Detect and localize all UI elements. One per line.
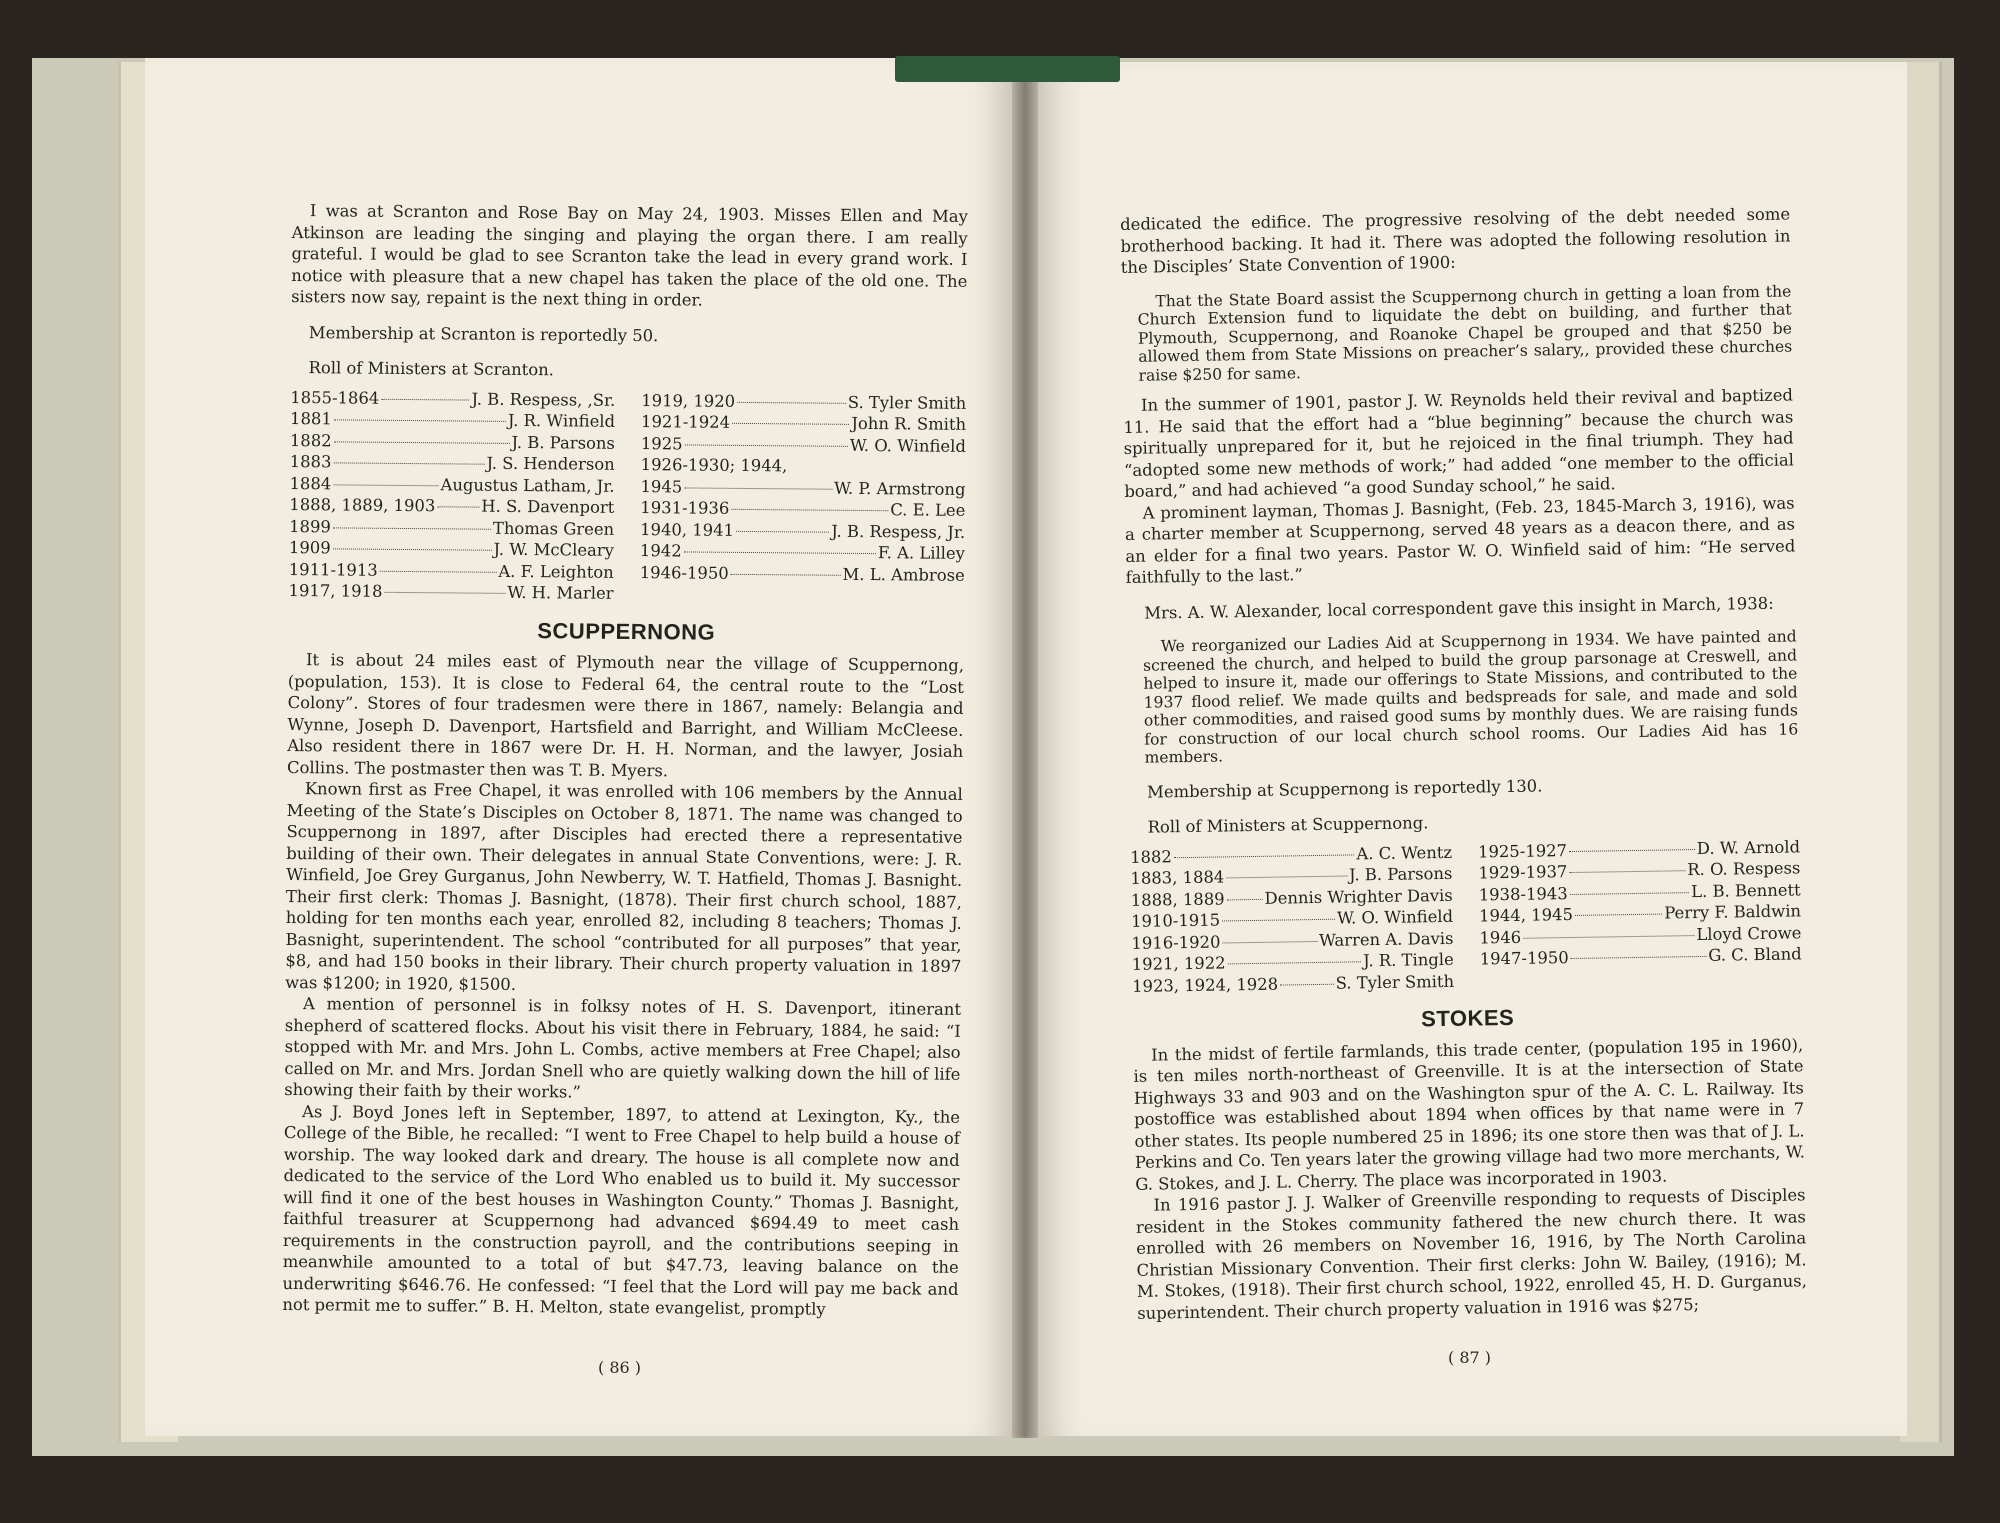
roll-years: 1899 (289, 516, 331, 536)
roll-years: 1855-1864 (290, 387, 380, 408)
roll-minister-name: C. E. Lee (890, 500, 966, 520)
alexander-intro: Mrs. A. W. Alexander, local correspondent gave this insight in March, 1938: (1144, 593, 1774, 623)
roll-minister-name: Augustus Latham, Jr. (440, 474, 615, 496)
roll-minister-name: J. B. Respess, ,Sr. (471, 389, 616, 410)
scuppernong-roll-table (1130, 836, 1802, 997)
roll-years: 1931-1936 (640, 498, 730, 518)
roll-years: 1923, 1924, 1928 (1131, 974, 1279, 996)
scranton-roll-table (288, 386, 966, 607)
roll-minister-name: G. C. Bland (1708, 944, 1802, 965)
roll-minister-name: Warren A. Davis (1318, 928, 1454, 950)
roll-years: 1916-1920 (1131, 932, 1221, 953)
roll-years: 1884 (289, 473, 332, 493)
roll-entry (290, 386, 615, 410)
leader-dots (1569, 849, 1695, 852)
leader-dots (334, 419, 506, 422)
leader-dots (684, 487, 832, 489)
leader-dots (731, 509, 888, 511)
roll-column-right (639, 390, 966, 608)
roll-years: 1882 (1129, 846, 1172, 867)
roll-entry (640, 497, 965, 521)
roll-entry (289, 515, 614, 539)
roll-minister-name: L. B. Bennett (1691, 879, 1801, 901)
roll-entry (289, 537, 614, 561)
scuppernong-roll-title: Roll of Ministers at Scuppernong. (1147, 813, 1429, 837)
roll-entry (641, 454, 966, 478)
roll-years: 1910-1915 (1130, 910, 1221, 931)
body-paragraph: It is about 24 miles east of Plymouth near the village of Scuppernong, (population, 153). It is close to Federal 64, the central route to the “Lost Colony”. Stores of four tradesmen were there in 1867, namely: Belangia and Wynne, Joseph D. Davenport, Hartsfield and Barright, and William McCleese. Also resident there in 1867 were Dr. H. H. Norman, and the lawyer, Josiah Collins. The postmaster then was T. B. Myers. (286, 650, 965, 780)
roll-entry (288, 580, 613, 604)
roll-entry (640, 519, 965, 543)
body-paragraph: In the midst of fertile farmlands, this trade center, (population 195 in 1960), is ten miles north-northeast of Greenville. It is at the intersection of State Highways 33 and 903 and on the Washington spur of the A. C. L. Railway. Its postoffice was established about 1894 when offices by that name were in 7 other states. Its people numbered 25 in 1896; its one store then was that of J. L. Perkins and Co. Ten years later the growing village had two more merchants, W. G. Stokes, and J. L. Cherry. The place was incorporated in 1903. (1133, 1034, 1805, 1194)
right-page-text (1120, 203, 1807, 1323)
leader-dots (1570, 892, 1690, 895)
roll-minister-name: J. B. Parsons (511, 432, 615, 453)
leader-dots (333, 527, 491, 529)
body-paragraph: In 1916 pastor J. J. Walker of Greenville responding to requests of Disciples resident in the Stokes community fathered the new church there. It was enrolled with 26 members on November 16, 1916, by The North Carolina Christian Missionary Convention. Their first clerks: John W. Bailey, (1916); M. M. Stokes, (1918). Their first church school, 1922, enrolled 45, H. D. Gurganus, superintendent. Their church property valuation in 1916 was $275; (1135, 1185, 1807, 1323)
scranton-quote: I was at Scranton and Rose Bay on May 24, 1903. Misses Ellen and May Atkinson are leading the singing and playing the organ there. I am really grateful. I would be glad to see Scranton take the lead in every grand work. I notice with pleasure that a new chapel has taken the place of the old one. The sisters now say, repaint is the next thing in order. (291, 201, 968, 310)
roll-minister-name: J. B. Parsons (1348, 863, 1453, 885)
roll-minister-name: J. S. Henderson (486, 453, 615, 474)
roll-minister-name: Perry F. Baldwin (1664, 901, 1802, 923)
page-number-right: ( 87 ) (1448, 1348, 1492, 1367)
roll-entry (640, 476, 965, 500)
roll-years: 1940, 1941 (640, 519, 735, 540)
roll-minister-name: D. W. Arnold (1696, 836, 1801, 858)
roll-minister-name: J. R. Winfield (507, 410, 616, 431)
leader-dots (380, 570, 497, 572)
roll-years: 1883, 1884 (1130, 867, 1225, 888)
leader-dots (1222, 919, 1335, 922)
roll-minister-name: W. O. Winfield (1336, 906, 1454, 928)
roll-minister-name: W. H. Marler (507, 582, 614, 603)
roll-entry (640, 562, 965, 586)
roll-years: 1888, 1889, 1903 (289, 494, 436, 516)
roll-years: 1909 (288, 537, 331, 558)
left-page-text (282, 200, 968, 1321)
roll-minister-name: Thomas Green (492, 518, 615, 539)
leader-dots (437, 506, 479, 507)
roll-minister-name: W. O. Winfield (849, 435, 966, 456)
roll-column-right (1478, 836, 1802, 992)
roll-years: 1882 (289, 430, 332, 450)
roll-minister-name: A. F. Leighton (498, 561, 614, 582)
leader-dots (333, 484, 438, 486)
roll-years: 1917, 1918 (288, 580, 383, 601)
scranton-roll-title: Roll of Ministers at Scranton. (308, 358, 555, 380)
roll-years: 1919, 1920 (641, 390, 736, 411)
leader-dots (684, 551, 876, 554)
roll-entry (290, 408, 615, 432)
scranton-membership: Membership at Scranton is reportedly 50. (308, 322, 659, 345)
roll-years: 1946-1950 (639, 562, 729, 583)
roll-entry (290, 451, 615, 475)
leader-dots (1227, 898, 1263, 900)
ladies-aid-quote: We reorganized our Ladies Aid at Scuppernong in 1934. We have painted and screened the church, and helped to build the group parsonage at Creswell, and helped to insure it, made our offerings to State Missions, and contributed to the 1937 flood relief. We made quilts and bedspreads for sale, and made and sold other commodities, and raised good sums by monthly dues. We are raising funds for construction of our local church school rooms. Our Ladies Aid has 16 members. (1142, 627, 1799, 767)
roll-minister-name: W. P. Armstrong (833, 478, 966, 499)
roll-years: 1921-1924 (640, 412, 731, 432)
roll-entry (641, 411, 966, 435)
roll-years: 1881 (290, 408, 332, 429)
roll-minister-name: John R. Smith (851, 413, 967, 434)
body-paragraph: In the summer of 1901, pastor J. W. Reynolds held their revival and baptized 11. He said that the effort had a “blue beginning” because the church was spiritually unprepared for it, but he rejoiced in the final triumph. They had “adopted some new methods of work;” had added “one member to the official board,” and had achieved “a good Sunday school,” he said. (1123, 385, 1795, 501)
scuppernong-membership: Membership at Scuppernong is reportedly 130. (1146, 775, 1543, 802)
leader-dots (1222, 940, 1317, 942)
spine-ribbon (895, 56, 1120, 82)
roll-minister-name: Dennis Wrighter Davis (1264, 885, 1453, 908)
leader-dots (731, 573, 841, 575)
leader-dots (333, 462, 484, 464)
roll-entry (289, 558, 614, 582)
roll-minister-name: H. S. Davenport (481, 496, 615, 517)
roll-years: 1925 (640, 433, 683, 453)
roll-entry (640, 540, 965, 564)
roll-years: 1938-1943 (1478, 883, 1568, 904)
book-gutter (1012, 58, 1038, 1438)
roll-minister-name: R. O. Respess (1687, 858, 1801, 880)
body-paragraph: As J. Boyd Jones left in September, 1897, to attend at Lexington, Ky., the College of the Bible, he recalled: “I went to Free Chapel to help build a house of worship. The way looked dark and dreary. The house is all complete now and dedicated to the service of the Lord Who enabled us to build it. My successor will find it one of the best houses in Washington County.” Thomas J. Basnight, faithful treasurer at Scuppernong had advanced $694.49 to meet cash requirements in the construction payroll, and the contributions seeping in meanwhile amounted to a total of but $47.73, leaving balance on the underwriting $646.76. He confessed: “I feel that the Lord will pay me back and not permit me to suffer.” B. H. Melton, state evangelist, promptly (282, 1101, 961, 1319)
leader-dots (384, 592, 505, 594)
roll-entry (290, 429, 615, 453)
roll-years: 1888, 1889 (1130, 888, 1225, 910)
leader-dots (1226, 876, 1347, 879)
leader-dots (737, 401, 846, 403)
roll-minister-name: J. R. Tingle (1362, 949, 1454, 971)
roll-years: 1945 (640, 476, 683, 496)
roll-column-left (288, 386, 615, 604)
leader-dots (685, 444, 848, 446)
leader-dots (1228, 961, 1361, 964)
roll-years: 1911-1913 (288, 559, 378, 580)
roll-years: 1929-1937 (1478, 862, 1568, 883)
leader-dots (1571, 956, 1707, 959)
leader-dots (1575, 914, 1662, 916)
roll-entry (289, 494, 614, 518)
roll-entry (289, 472, 614, 496)
body-paragraph: dedicated the edifice. The progressive resolving of the debt needed some brotherhood backing. It had it. There was adopted the following resolution in the Disciples’ State Convention of 1900: (1120, 204, 1791, 277)
roll-years: 1921, 1922 (1131, 953, 1226, 974)
roll-years: 1925-1927 (1477, 840, 1568, 861)
roll-years: 1944, 1945 (1478, 904, 1574, 926)
roll-years: 1926-1930; 1944, (640, 455, 788, 476)
roll-entry (1132, 970, 1454, 997)
roll-entry (641, 390, 966, 414)
roll-minister-name: S. Tyler Smith (847, 392, 967, 413)
roll-entry (641, 433, 966, 457)
leader-dots (732, 423, 849, 425)
resolution-quote: That the State Board assist the Scuppernong church in getting a loan from the Church Extension fund to liquidate the debt on building, and further that Plymouth, Scuppernong, and Roanoke Chapel be grouped and that $250 be allowed them from State Missions on preacher’s salary,, provided these churches raise $250 for same. (1137, 281, 1793, 385)
leader-dots (1280, 983, 1334, 985)
leader-dots (381, 398, 469, 400)
leader-dots (1523, 935, 1694, 939)
roll-column-left (1130, 841, 1454, 997)
page-number-left: ( 86 ) (598, 1358, 642, 1377)
roll-years: 1942 (639, 541, 682, 561)
roll-years: 1947-1950 (1479, 948, 1569, 969)
body-paragraph: Known first as Free Chapel, it was enrolled with 106 members by the Annual Meeting of the State’s Disciples on October 8, 1871. The name was changed to Scuppernong in 1897, after Disciples had erected there a representative building of their own. Their delegates in annual State Conventions, were: J. R. Winfield, Joe Grey Gurganus, John Newberry, W. T. Hatfield, Thomas J. Basnight. Their first clerk: Thomas J. Basnight, (1878). Their first church school, 1887, holding for ten months each year, enrolled 82, including 8 teachers; Thomas J. Basnight, superintendent. The school “contributed for all purposes” that year, $8, and had 150 books in their library. Their church property valuation in 1897 was $1200; in 1920, $1500. (285, 779, 963, 994)
section-heading-scuppernong: SCUPPERNONG (537, 617, 716, 645)
roll-minister-name: A. C. Wentz (1356, 842, 1453, 863)
roll-minister-name: F. A. Lilley (877, 543, 966, 563)
leader-dots (1174, 854, 1355, 858)
roll-years: 1883 (289, 451, 332, 472)
leader-dots (333, 548, 492, 550)
roll-minister-name: Lloyd Crowe (1696, 922, 1802, 944)
roll-minister-name: J. W. McCleary (493, 539, 615, 560)
roll-minister-name: M. L. Ambrose (842, 564, 965, 585)
roll-minister-name: J. B. Respess, Jr. (831, 521, 966, 542)
leader-dots (736, 530, 829, 532)
body-paragraph: A prominent layman, Thomas J. Basnight, (Feb. 23, 1845-March 3, 1916), was a charter member at Scuppernong, served 48 years as a deacon there, and as an elder for a final two years. Pastor W. O. Winfield said of him: “He served faithfully to the last.” (1124, 492, 1796, 587)
leader-dots (1569, 870, 1685, 873)
roll-entry (1480, 943, 1802, 970)
roll-minister-name: S. Tyler Smith (1335, 971, 1455, 993)
leader-dots (334, 441, 510, 444)
roll-years: 1946 (1479, 927, 1522, 947)
section-heading-stokes: STOKES (1420, 1004, 1515, 1032)
body-paragraph: A mention of personnel is in folksy notes of H. S. Davenport, itinerant shepherd of scattered flocks. About his visit there in February, 1884, he said: “I stopped with Mr. and Mrs. John L. Combs, active members at Free Chapel; also called on Mr. and Mrs. Jordan Snell who are quietly walking down the hill of life showing their faith by their works.” (284, 994, 962, 1102)
